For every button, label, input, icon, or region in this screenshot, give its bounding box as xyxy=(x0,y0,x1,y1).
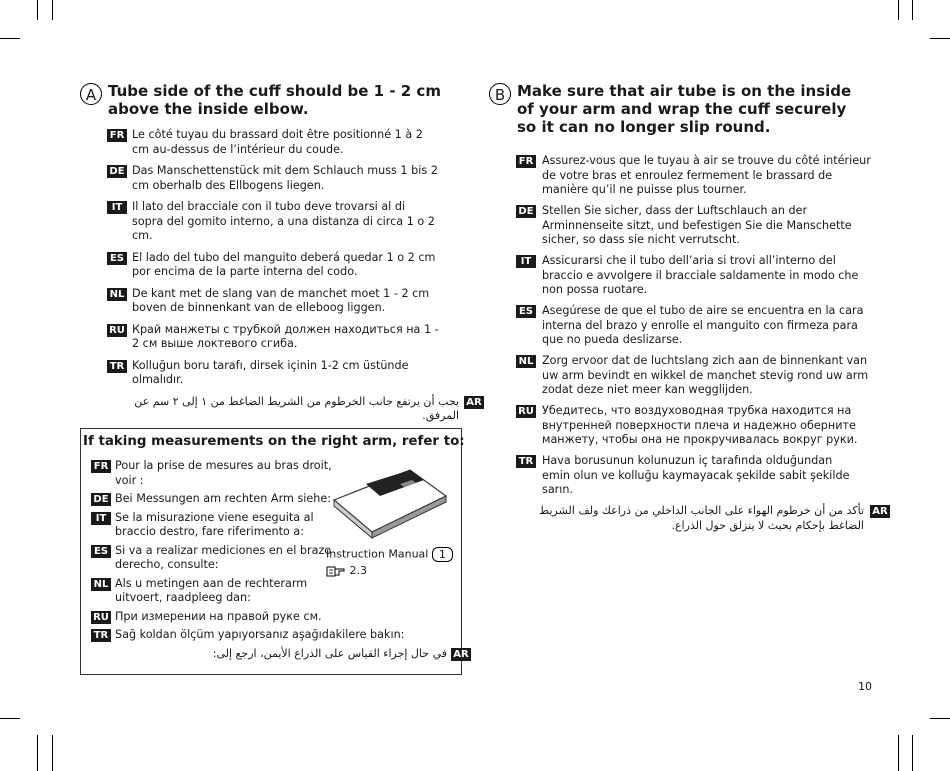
language-text: Убедитесь, что воздуховодная трубка находится на внутренней поверхности плеча и надежно оберните манжету, чтобы она не прокручивалась вокруг руки. xyxy=(542,404,858,446)
language-text: Hava borusunun kolunuzun iç tarafında olduğundan emin olun ve kolluğu kaymayacak şekilde sabit şekilde sarın. xyxy=(542,454,850,496)
language-entry-es xyxy=(91,544,345,573)
language-entry-es xyxy=(516,304,872,348)
crop-mark xyxy=(52,0,53,20)
language-entry-de xyxy=(516,204,872,248)
language-text: Das Manschettenstück mit dem Schlauch muss 1 bis 2 cm oberhalb des Ellbogens liegen. xyxy=(132,164,438,192)
page-number: 10 xyxy=(858,680,872,693)
language-code-badge: DE xyxy=(91,493,111,506)
crop-mark xyxy=(898,0,899,20)
language-code-badge: ES xyxy=(91,545,111,558)
section-marker: B xyxy=(489,83,511,105)
language-code-badge: NL xyxy=(516,355,536,368)
language-text: تأكد من أن خرطوم الهواء على الجانب الداخلي من ذراعك ولف الشريط الضاغط بإحكام بحيث لا ينزلق حول الذراع. xyxy=(539,504,864,532)
language-entry-it xyxy=(107,200,437,244)
language-code-badge: FR xyxy=(107,129,127,142)
language-code-badge: NL xyxy=(107,288,127,301)
crop-mark xyxy=(912,735,913,771)
language-code-badge: IT xyxy=(107,201,127,214)
language-entry-fr xyxy=(91,459,345,488)
language-text: في حال إجراء القياس على الذراع الأيمن، ارجع إلى: xyxy=(212,646,447,660)
language-entry-ru xyxy=(107,323,442,352)
crop-mark xyxy=(930,38,950,39)
monitor-device-icon xyxy=(330,466,450,546)
section-heading: Make sure that air tube is on the inside of your arm and wrap the cuff securely so it can no longer slip round. xyxy=(517,82,852,136)
language-code-badge: FR xyxy=(516,155,536,168)
box-title: If taking measurements on the right arm, refer to: xyxy=(83,434,465,449)
crop-mark xyxy=(898,735,899,771)
language-entry-tr xyxy=(91,628,435,643)
language-code-badge: AR xyxy=(451,648,471,661)
crop-mark xyxy=(37,0,38,20)
language-text: Asegúrese de que el tubo de aire se encuentra en la cara interna del brazo y enrolle el manguito con firmeza para que no pueda deslizarse. xyxy=(542,304,864,346)
language-entry-ru xyxy=(516,404,862,448)
language-text: Край манжеты с трубкой должен находиться на 1 - 2 см выше локтевого сгиба. xyxy=(132,322,439,350)
language-code-badge: IT xyxy=(516,255,536,268)
language-text: De kant met de slang van de manchet moet 1 - 2 cm boven de binnenkant van de elleboog liggen. xyxy=(132,286,430,314)
language-code-badge: RU xyxy=(107,324,127,337)
language-code-badge: RU xyxy=(516,405,536,418)
language-entry-nl xyxy=(516,354,872,398)
language-code-badge: NL xyxy=(91,578,111,591)
language-text: يجب أن يرتفع جانب الخرطوم من الشريط الضاغط من ١ إلى ٢ سم عن المرفق. xyxy=(134,394,459,422)
language-code-badge: AR xyxy=(464,396,484,409)
language-code-badge: TR xyxy=(516,455,536,468)
language-list xyxy=(489,154,888,533)
language-code-badge: AR xyxy=(870,505,890,518)
language-code-badge: IT xyxy=(91,512,111,525)
reference-number: 2.3 xyxy=(349,564,367,577)
language-code-badge: TR xyxy=(91,629,111,642)
language-text: Zorg ervoor dat de luchtslang zich aan de binnenkant van uw arm bevindt en wikkel de manchet stevig rond uw arm zodat deze niet meer kan wegglijden. xyxy=(542,354,869,396)
language-text: Pour la prise de mesures au bras droit, voir : xyxy=(115,459,332,487)
language-text: Bei Messungen am rechten Arm siehe: xyxy=(115,492,332,505)
language-entry-ar xyxy=(107,395,484,424)
language-entry-fr xyxy=(107,128,432,157)
language-code-badge: RU xyxy=(91,611,111,624)
language-entry-de xyxy=(107,164,447,193)
language-text: Assurez-vous que le tuyau à air se trouve du côté intérieur de votre bras et enroulez fermement le brassard de manière qu’il ne puisse plus tourner. xyxy=(542,154,871,196)
section-b xyxy=(489,82,888,540)
language-code-badge: ES xyxy=(107,252,127,265)
language-text: Le côté tuyau du brassard doit être positionné 1 à 2 cm au-dessus de l’intérieur du coude. xyxy=(132,128,423,156)
language-entry-ar xyxy=(516,504,890,533)
language-entry-nl xyxy=(91,577,330,606)
language-entry-de xyxy=(91,492,345,507)
language-text: Assicurarsi che il tubo dell’aria si trovi all’interno del braccio e avvolgere il bracciale saldamente in modo che non possa ruotare. xyxy=(542,254,859,296)
language-text: Sağ koldan ölçüm yapıyorsanız aşağıdakilere bakın: xyxy=(115,628,405,641)
language-entry-es xyxy=(107,251,437,280)
crop-mark xyxy=(912,0,913,20)
crop-mark xyxy=(930,718,950,719)
language-entry-tr xyxy=(516,454,862,498)
language-text: Se la misurazione viene eseguita al braccio destro, fare riferimento a: xyxy=(115,510,314,538)
section-heading: Tube side of the cuff should be 1 - 2 cm above the inside elbow. xyxy=(108,82,441,118)
language-entry-fr xyxy=(516,154,872,198)
language-text: El lado del tubo del manguito deberá quedar 1 o 2 cm por encima de la parte interna del codo. xyxy=(132,250,436,278)
language-text: При измерении на правой руке см. xyxy=(115,609,322,623)
crop-mark xyxy=(0,38,20,39)
language-entry-ar xyxy=(91,647,471,662)
language-entry-it xyxy=(516,254,862,298)
language-text: Als u metingen aan de rechterarm uitvoert, raadpleeg dan: xyxy=(115,576,308,604)
section-marker: A xyxy=(80,83,102,105)
manual-number: 1 xyxy=(432,547,453,562)
language-entry-ru xyxy=(91,610,355,625)
language-code-badge: DE xyxy=(516,205,536,218)
language-code-badge: ES xyxy=(516,305,536,318)
section-a xyxy=(80,82,482,431)
crop-mark xyxy=(52,735,53,771)
language-text: Si va a realizar mediciones en el brazo derecho, consulte: xyxy=(115,543,332,571)
language-text: Il lato del bracciale con il tubo deve trovarsi al di sopra del gomito interno, a una distanza di circa 1 o 2 cm. xyxy=(132,200,435,242)
language-entry-tr xyxy=(107,359,452,388)
language-text: Stellen Sie sicher, dass der Luftschlauch an der Arminnenseite sitzt, und befestigen Sie die Manschette sicher, so dass sie nicht verrutscht. xyxy=(542,204,852,246)
language-text: Kolluğun boru tarafı, dirsek içinin 1-2 cm üstünde olmalıdır. xyxy=(132,358,409,386)
manual-label: Instruction Manual xyxy=(326,547,429,561)
pointing-hand-icon xyxy=(326,566,346,577)
language-code-badge: FR xyxy=(91,460,111,473)
language-code-badge: DE xyxy=(107,165,127,178)
crop-mark xyxy=(0,718,20,719)
language-entry-it xyxy=(91,511,330,540)
manual-reference xyxy=(326,547,453,578)
crop-mark xyxy=(37,735,38,771)
language-code-badge: TR xyxy=(107,360,127,373)
language-entry-nl xyxy=(107,287,467,316)
language-list xyxy=(80,128,482,424)
